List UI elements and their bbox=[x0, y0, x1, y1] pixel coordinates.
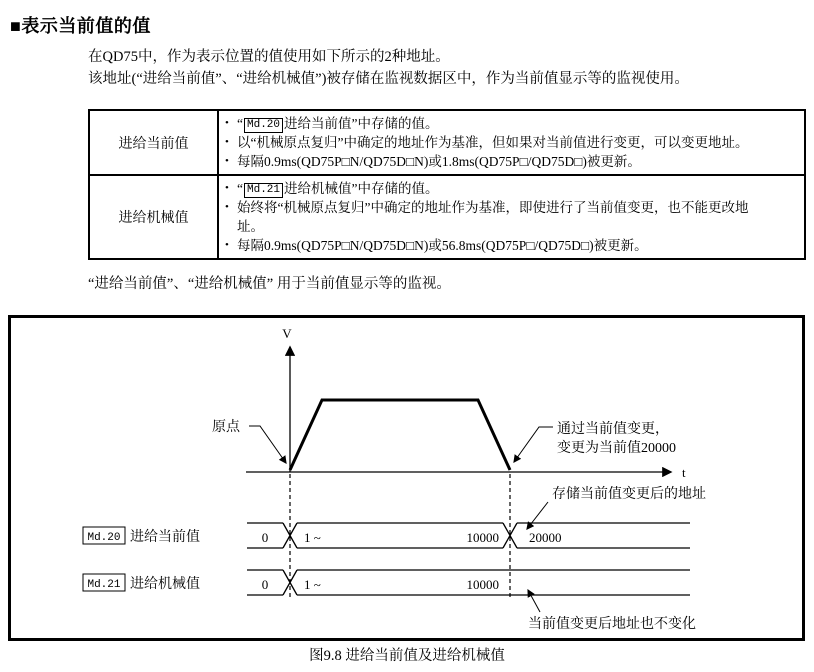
table-row bbox=[89, 110, 805, 175]
monitor-note: “进给当前值”、“进给机械值” 用于当前值显示等的监视。 bbox=[88, 276, 451, 292]
bullet-marker: • bbox=[225, 117, 229, 129]
md21-value-10000: 10000 bbox=[466, 577, 499, 592]
md-ref-box: Md.20 bbox=[244, 118, 283, 133]
bullet-marker: • bbox=[225, 136, 229, 148]
row-content bbox=[218, 175, 805, 259]
bullet-text-rest: 进给机械值”中存储的值。 bbox=[284, 181, 439, 196]
md20-code: Md.20 bbox=[87, 532, 121, 544]
intro-paragraph bbox=[88, 46, 689, 90]
md21-code: Md.21 bbox=[87, 579, 121, 591]
md20-value-10000: 10000 bbox=[466, 530, 499, 545]
nochange-note: 当前值变更后地址也不变化 bbox=[528, 617, 696, 632]
bullet-line bbox=[225, 152, 796, 171]
md21-value-0: 0 bbox=[261, 577, 269, 592]
bullet-text: 每隔0.9ms(QD75P□N/QD75D□N)或1.8ms(QD75P□/QD75D□)被更新。 bbox=[237, 154, 641, 169]
bullet-line bbox=[225, 133, 796, 152]
bullet-marker: • bbox=[225, 182, 229, 194]
md-ref-box: Md.21 bbox=[244, 183, 283, 198]
bullet-text: 每隔0.9ms(QD75P□N/QD75D□N)或56.8ms(QD75P□/QD75D□)被更新。 bbox=[237, 238, 648, 253]
md21-name: 进给机械值 bbox=[130, 577, 200, 592]
intro-line-2: 该地址(“进给当前值”、“进给机械值”)被存储在监视数据区中，作为当前值显示等的监视使用。 bbox=[88, 71, 689, 87]
row-label: 进给机械值 bbox=[89, 175, 218, 259]
quote-open: “ bbox=[237, 116, 243, 131]
v-axis-label: V bbox=[282, 326, 292, 341]
bullet-marker: • bbox=[225, 155, 229, 167]
md21-value-1: 1 ~ bbox=[304, 577, 321, 592]
figure-frame bbox=[8, 315, 805, 641]
bullet-text bbox=[237, 114, 796, 133]
md20-value-20000: 20000 bbox=[529, 530, 562, 545]
bullet-line bbox=[225, 179, 796, 198]
bullet-line bbox=[225, 236, 796, 255]
table-row bbox=[89, 175, 805, 259]
bullet-text bbox=[237, 179, 796, 198]
md20-value-1: 1 ~ bbox=[304, 530, 321, 545]
page-title: ■表示当前值的值 bbox=[10, 16, 151, 36]
change-note-line1: 通过当前值变更， bbox=[557, 422, 669, 437]
bullet-marker: • bbox=[225, 201, 229, 213]
t-axis-label: t bbox=[682, 465, 686, 480]
row-label: 进给当前值 bbox=[89, 110, 218, 175]
quote-open: “ bbox=[237, 181, 243, 196]
md20-name: 进给当前值 bbox=[130, 530, 200, 545]
md20-value-0: 0 bbox=[261, 530, 269, 545]
intro-line-1: 在QD75中，作为表示位置的值使用如下所示的2种地址。 bbox=[88, 49, 450, 65]
row-content bbox=[218, 110, 805, 175]
origin-label: 原点 bbox=[212, 420, 240, 435]
bullet-text: 以“机械原点复归”中确定的地址作为基准，但如果对当前值进行变更，可以变更地址。 bbox=[237, 135, 749, 150]
bullet-text-rest: 进给当前值”中存储的值。 bbox=[284, 116, 439, 131]
address-table bbox=[88, 109, 806, 260]
figure-caption: 图9.8 进给当前值及进给机械值 bbox=[309, 648, 505, 664]
bullet-line bbox=[225, 198, 796, 236]
bullet-text: 始终将“机械原点复归”中确定的地址作为基准，即使进行了当前值变更，也不能更改地址。 bbox=[237, 200, 749, 234]
change-note-line2: 变更为当前值20000 bbox=[557, 441, 676, 456]
bullet-marker: • bbox=[225, 239, 229, 251]
bullet-line bbox=[225, 114, 796, 133]
store-note: 存储当前值变更后的地址 bbox=[552, 487, 706, 502]
